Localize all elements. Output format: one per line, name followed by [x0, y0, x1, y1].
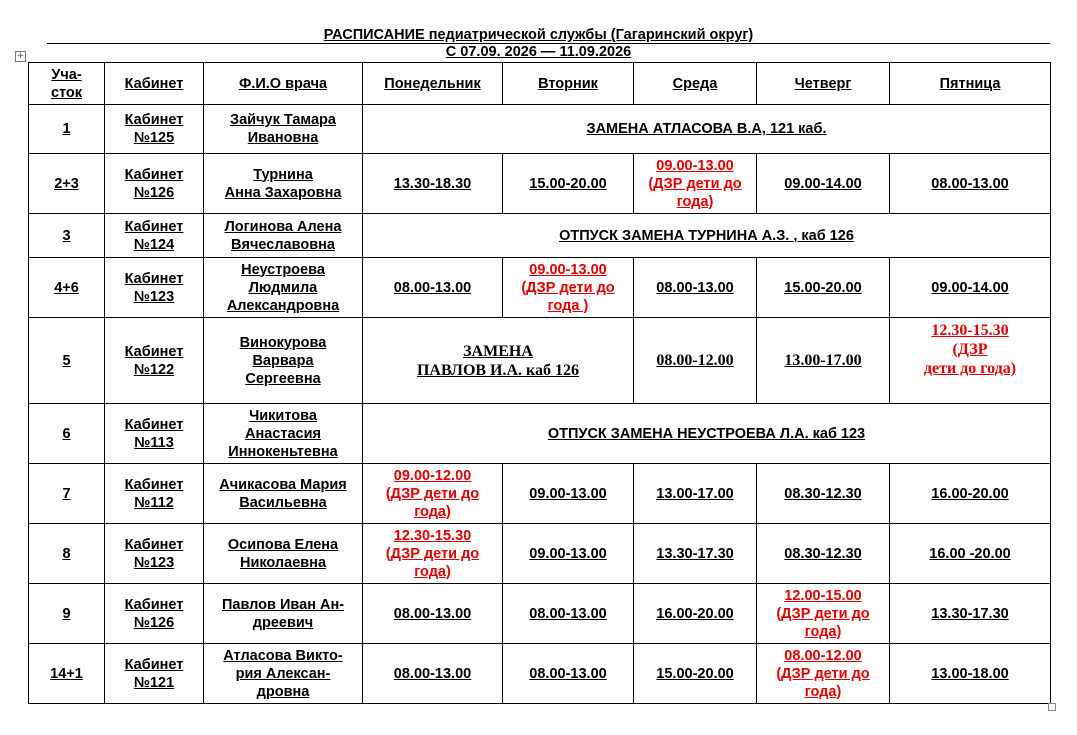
friday-cell: 08.00-13.00 [890, 154, 1051, 214]
kabinet-cell: Кабинет №112 [105, 464, 204, 524]
kabinet-cell: Кабинет №125 [105, 105, 204, 154]
tuesday-cell: 08.00-13.00 [503, 644, 634, 704]
title-line-2: С 07.09. 2026 — 11.09.2026 [445, 44, 632, 60]
header-kabinet: Кабинет [105, 63, 204, 105]
uchastok-cell: 3 [29, 214, 105, 258]
schedule-table [28, 62, 1051, 704]
doctor-cell: Неустроева Людмила Александровна [204, 258, 363, 318]
doctor-cell: Атласова Викто- рия Алексан- дровна [204, 644, 363, 704]
table-row [29, 644, 1051, 704]
doctor-cell: Зайчук Тамара Ивановна [204, 105, 363, 154]
table-row [29, 258, 1051, 318]
uchastok-cell: 2+3 [29, 154, 105, 214]
monday-cell: 09.00-12.00 (ДЗР дети до года) [363, 464, 503, 524]
kabinet-cell: Кабинет №123 [105, 524, 204, 584]
friday-cell: 16.00-20.00 [890, 464, 1051, 524]
uchastok-cell: 4+6 [29, 258, 105, 318]
kabinet-cell: Кабинет №123 [105, 258, 204, 318]
table-row [29, 105, 1051, 154]
monday-cell: 08.00-13.00 [363, 584, 503, 644]
table-row [29, 214, 1051, 258]
wednesday-cell: 13.00-17.00 [634, 464, 757, 524]
tuesday-cell: 09.00-13.00 [503, 524, 634, 584]
doctor-cell: Винокурова Варвара Сергеевна [204, 318, 363, 404]
uchastok-cell: 6 [29, 404, 105, 464]
doctor-cell: Логинова Алена Вячеславовна [204, 214, 363, 258]
replacement-note: ЗАМЕНА ПАВЛОВ И.А. каб 126 [363, 318, 634, 404]
kabinet-cell: Кабинет №124 [105, 214, 204, 258]
table-row [29, 404, 1051, 464]
replacement-note: ОТПУСК ЗАМЕНА ТУРНИНА А.З. , каб 126 [363, 214, 1051, 258]
table-row [29, 524, 1051, 584]
header-tuesday: Вторник [503, 63, 634, 105]
header-uchastok: Уча- сток [29, 63, 105, 105]
replacement-note: ЗАМЕНА АТЛАСОВА В.А, 121 каб. [363, 105, 1051, 154]
doctor-cell: Осипова Елена Николаевна [204, 524, 363, 584]
tuesday-cell: 09.00-13.00 [503, 464, 634, 524]
schedule-title [0, 27, 1077, 61]
doctor-cell: Павлов Иван Ан- дреевич [204, 584, 363, 644]
wednesday-cell: 13.30-17.30 [634, 524, 757, 584]
kabinet-cell: Кабинет №126 [105, 154, 204, 214]
kabinet-cell: Кабинет №122 [105, 318, 204, 404]
uchastok-cell: 5 [29, 318, 105, 404]
tuesday-cell: 09.00-13.00 (ДЗР дети до года ) [503, 258, 634, 318]
thursday-cell: 08.30-12.30 [757, 524, 890, 584]
uchastok-cell: 7 [29, 464, 105, 524]
thursday-cell: 15.00-20.00 [757, 258, 890, 318]
doctor-cell: Чикитова Анастасия Иннокеньтевна [204, 404, 363, 464]
header-wednesday: Среда [634, 63, 757, 105]
friday-cell: 09.00-14.00 [890, 258, 1051, 318]
uchastok-cell: 1 [29, 105, 105, 154]
thursday-cell: 12.00-15.00 (ДЗР дети до года) [757, 584, 890, 644]
header-friday: Пятница [890, 63, 1051, 105]
table-row [29, 584, 1051, 644]
kabinet-cell: Кабинет №113 [105, 404, 204, 464]
wednesday-cell: 08.00-13.00 [634, 258, 757, 318]
header-monday: Понедельник [363, 63, 503, 105]
title-rule [47, 43, 1050, 44]
table-move-handle-icon[interactable]: + [16, 51, 25, 61]
title-line-1: РАСПИСАНИЕ педиатрической службы (Гагаринский округ) [323, 27, 754, 43]
doctor-cell: Турнина Анна Захаровна [204, 154, 363, 214]
friday-cell: 16.00 -20.00 [890, 524, 1051, 584]
friday-cell: 13.00-18.00 [890, 644, 1051, 704]
doctor-cell: Ачикасова Мария Васильевна [204, 464, 363, 524]
monday-cell: 08.00-13.00 [363, 258, 503, 318]
thursday-cell: 08.30-12.30 [757, 464, 890, 524]
uchastok-cell: 8 [29, 524, 105, 584]
friday-cell: 13.30-17.30 [890, 584, 1051, 644]
header-row [29, 63, 1051, 105]
table-row [29, 464, 1051, 524]
monday-cell: 08.00-13.00 [363, 644, 503, 704]
wednesday-cell: 08.00-12.00 [634, 318, 757, 404]
thursday-cell: 13.00-17.00 [757, 318, 890, 404]
replacement-note: ОТПУСК ЗАМЕНА НЕУСТРОЕВА Л.А. каб 123 [363, 404, 1051, 464]
tuesday-cell: 08.00-13.00 [503, 584, 634, 644]
table-row [29, 318, 1051, 404]
header-thursday: Четверг [757, 63, 890, 105]
kabinet-cell: Кабинет №121 [105, 644, 204, 704]
wednesday-cell: 15.00-20.00 [634, 644, 757, 704]
table-resize-handle-icon[interactable] [1048, 703, 1056, 711]
thursday-cell: 09.00-14.00 [757, 154, 890, 214]
monday-cell: 12.30-15.30 (ДЗР дети до года) [363, 524, 503, 584]
friday-cell: 12.30-15.30 (ДЗР дети до года) [890, 318, 1051, 404]
table-row [29, 154, 1051, 214]
thursday-cell: 08.00-12.00 (ДЗР дети до года) [757, 644, 890, 704]
monday-cell: 13.30-18.30 [363, 154, 503, 214]
wednesday-cell: 16.00-20.00 [634, 584, 757, 644]
uchastok-cell: 9 [29, 584, 105, 644]
kabinet-cell: Кабинет №126 [105, 584, 204, 644]
uchastok-cell: 14+1 [29, 644, 105, 704]
wednesday-cell: 09.00-13.00 (ДЗР дети до года) [634, 154, 757, 214]
tuesday-cell: 15.00-20.00 [503, 154, 634, 214]
header-fio: Ф.И.О врача [204, 63, 363, 105]
